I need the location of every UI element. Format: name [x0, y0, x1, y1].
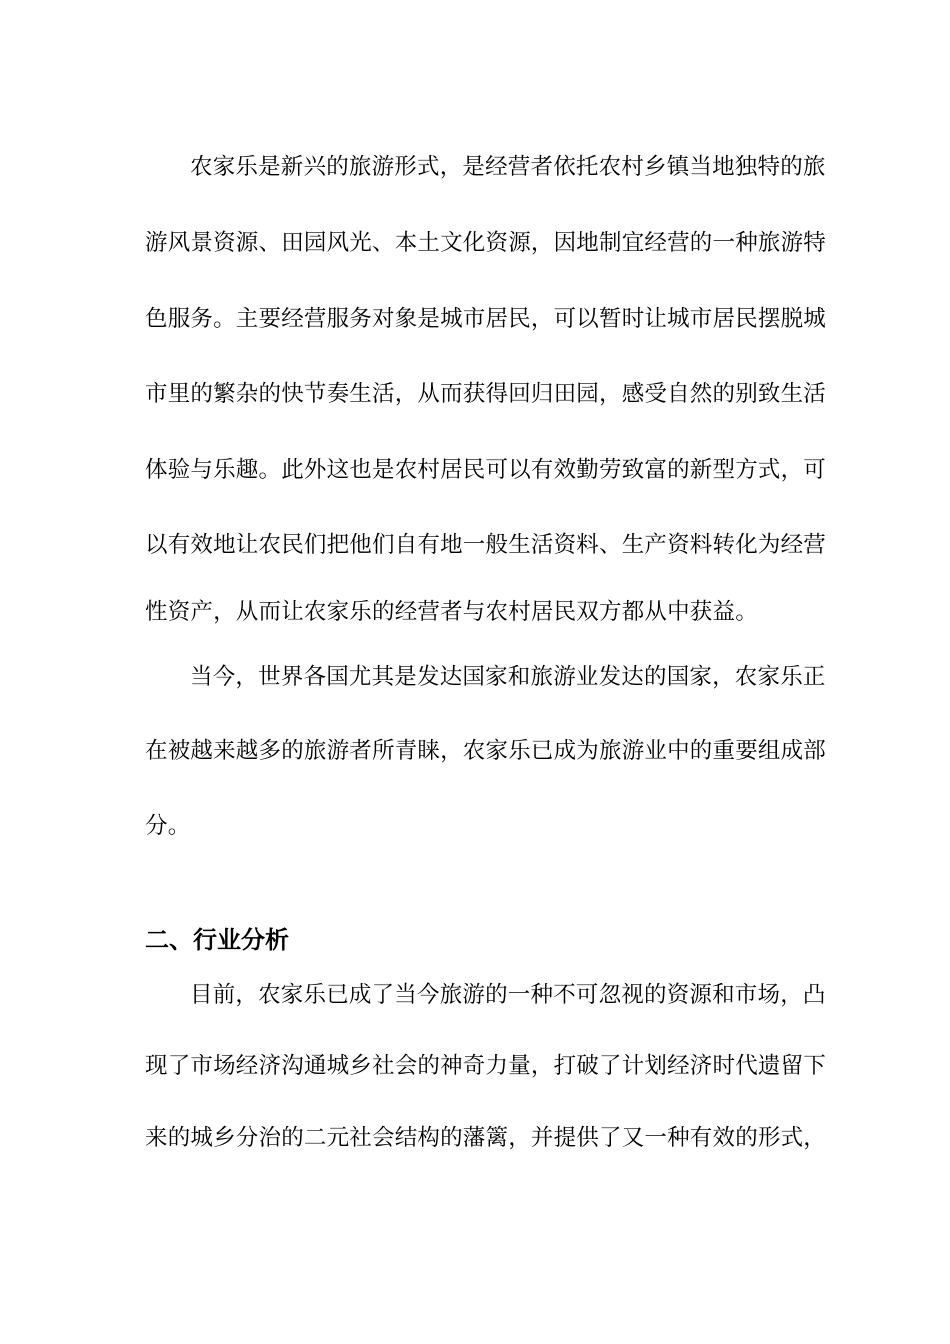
text-line: 来的城乡分治的二元社会结构的藩篱，并提供了又一种有效的形式，	[145, 1125, 827, 1151]
text-line: 当今，世界各国尤其是发达国家和旅游业发达的国家，农家乐正	[190, 664, 826, 690]
text-line: 现了市场经济沟通城乡社会的神奇力量，打破了计划经济时代遗留下	[145, 1053, 827, 1079]
text-line: 体验与乐趣。此外这也是农村居民可以有效勤劳致富的新型方式，可	[145, 457, 827, 483]
text-line: 农家乐是新兴的旅游形式，是经营者依托农村乡镇当地独特的旅	[190, 154, 826, 180]
text-line: 性资产，从而让农家乐的经营者与农村居民双方都从中获益。	[145, 599, 758, 625]
text-line: 目前，农家乐已成了当今旅游的一种不可忽视的资源和市场，凸	[190, 982, 826, 1008]
text-line: 以有效地让农民们把他们自有地一般生活资料、生产资料转化为经营	[145, 532, 827, 558]
text-line: 游风景资源、田园风光、本土文化资源，因地制宜经营的一种旅游特	[145, 230, 827, 256]
section-heading: 二、行业分析	[145, 926, 289, 954]
text-line: 色服务。主要经营服务对象是城市居民，可以暂时让城市居民摆脱城	[145, 306, 827, 332]
text-line: 在被越来越多的旅游者所青睐，农家乐已成为旅游业中的重要组成部	[145, 738, 827, 764]
text-line: 市里的繁杂的快节奏生活，从而获得回归田园，感受自然的别致生活	[145, 381, 827, 407]
text-line: 分。	[145, 813, 191, 839]
